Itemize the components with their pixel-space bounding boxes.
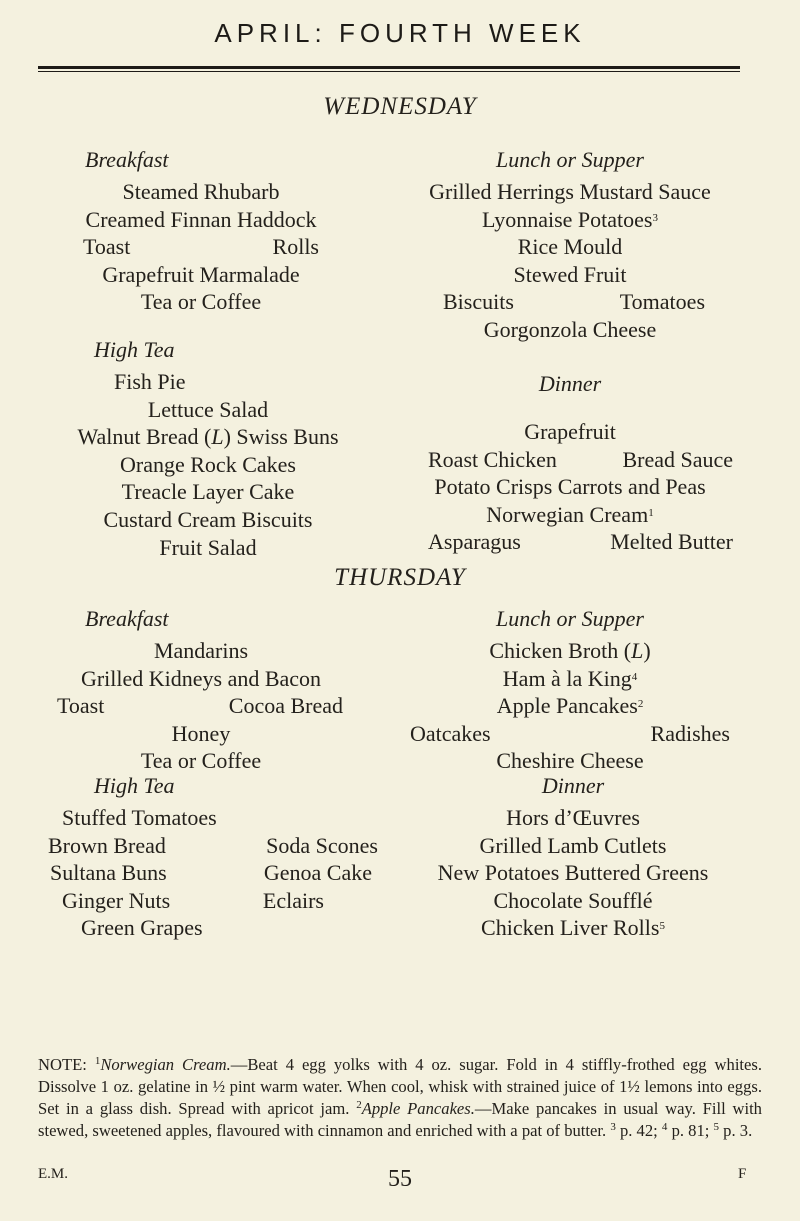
menu-item: Sultana Buns bbox=[50, 860, 167, 886]
thursday-high-tea bbox=[48, 772, 378, 942]
menu-item: Toast bbox=[57, 693, 105, 719]
header-rule-thin bbox=[38, 71, 740, 72]
menu-item: Oatcakes bbox=[410, 720, 491, 746]
wednesday-high-tea bbox=[50, 336, 366, 561]
section-heading: Dinner bbox=[541, 773, 605, 798]
menu-item: Fruit Salad bbox=[159, 534, 257, 560]
section-heading: Lunch or Supper bbox=[496, 147, 644, 172]
wednesday-dinner bbox=[395, 370, 745, 556]
page-ref: p. 42; bbox=[615, 1121, 662, 1140]
menu-item: Ham à la King$^4$ bbox=[502, 665, 638, 691]
menu-item-pair bbox=[395, 288, 745, 316]
menu-item: Rolls bbox=[272, 234, 319, 260]
menu-item: Toast bbox=[83, 234, 131, 260]
menu-item: Creamed Finnan Haddock bbox=[85, 206, 317, 232]
menu-item: Stuffed Tomatoes bbox=[62, 805, 217, 830]
menu-item-pair bbox=[57, 233, 345, 261]
wednesday-lunch bbox=[395, 146, 745, 344]
menu-item: Green Grapes bbox=[81, 915, 203, 941]
menu-item: Steamed Rhubarb bbox=[122, 179, 280, 204]
page-ref: p. 81; bbox=[667, 1121, 714, 1140]
menu-item: Lyonnaise Potatoes$^3$ bbox=[482, 206, 658, 232]
page-header: APRIL: FOURTH WEEK bbox=[214, 18, 586, 48]
menu-item-pair bbox=[48, 859, 378, 887]
menu-item: Walnut Bread (L) Swiss Buns bbox=[77, 424, 339, 450]
menu-item: Cheshire Cheese bbox=[496, 748, 644, 774]
menu-item: Grilled Lamb Cutlets bbox=[479, 832, 667, 858]
footnote-block: NOTE: $^1$Norwegian Cream.—Beat 4 egg yolks with 4 oz. sugar. Fold in 4 stiffly-frothed egg whites. Dissolve 1 oz. gelatine in ½ pint warm water. When cool, whisk with strained juice of 1½ lemons into eggs. Set in a glass dish. Spread with apricot jam. $^2$Apple Pancakes.—Make pancakes in usual way. Fill with stewed, sweetened apples, flavoured with cinnamon and enriched with a pat of butter. $^3$ p. 42; $^4$ p. 81; $^5$ p. 3. bbox=[38, 1055, 763, 1140]
menu-item: Eclairs bbox=[262, 887, 324, 913]
header-rule bbox=[38, 66, 740, 69]
menu-item: Fish Pie bbox=[114, 369, 186, 394]
menu-item: Ginger Nuts bbox=[62, 887, 171, 913]
menu-item: Gorgonzola Cheese bbox=[483, 316, 657, 342]
thursday-breakfast bbox=[57, 605, 345, 775]
menu-item-pair bbox=[57, 692, 345, 720]
menu-item: Custard Cream Biscuits bbox=[103, 506, 313, 532]
menu-item: Grapefruit bbox=[524, 419, 616, 444]
menu-item: Melted Butter bbox=[610, 529, 733, 555]
thursday-dinner bbox=[388, 772, 758, 942]
menu-item: Bread Sauce bbox=[622, 446, 733, 472]
menu-item-pair bbox=[395, 528, 745, 556]
menu-item: Tomatoes bbox=[619, 289, 705, 315]
menu-item: Soda Scones bbox=[266, 832, 378, 858]
page-ref: p. 3. bbox=[719, 1121, 753, 1140]
menu-item: Grilled Kidneys and Bacon bbox=[80, 665, 322, 691]
menu-item-pair bbox=[395, 446, 745, 474]
note-recipe-text: —Beat 4 egg yolks with 4 oz. sugar. Fold in 4 stiffly-frothed egg whites. Dissolve 1 oz. gelatine in ½ pint warm water. When cool, whisk with strained juice of 1½ lemons into eggs. Set in a glass dish. Spread with apricot jam. bbox=[38, 1055, 763, 1118]
menu-item: Potato Crisps Carrots and Peas bbox=[434, 474, 706, 500]
menu-item: Roast Chicken bbox=[428, 446, 557, 472]
day-heading-thursday: THURSDAY bbox=[334, 564, 466, 591]
section-heading: Breakfast bbox=[85, 606, 169, 631]
menu-item: Honey bbox=[171, 720, 231, 746]
note-recipe-title: Norwegian Cream. bbox=[100, 1055, 231, 1074]
note-label: NOTE: bbox=[38, 1055, 95, 1074]
menu-item: Biscuits bbox=[443, 289, 514, 315]
menu-item: New Potatoes Buttered Greens bbox=[437, 860, 709, 886]
section-heading: Dinner bbox=[538, 371, 602, 396]
menu-item: Norwegian Cream$^1$ bbox=[486, 501, 654, 527]
menu-item: Cocoa Bread bbox=[228, 693, 343, 719]
menu-item: Treacle Layer Cake bbox=[121, 479, 295, 505]
section-heading: Breakfast bbox=[85, 147, 169, 172]
menu-item: Chocolate Soufflé bbox=[493, 887, 653, 913]
menu-item: Radishes bbox=[650, 720, 730, 746]
menu-item: Mandarins bbox=[153, 638, 249, 663]
day-heading-wednesday: WEDNESDAY bbox=[323, 93, 477, 120]
menu-item: Apple Pancakes$^2$ bbox=[496, 693, 644, 719]
menu-item: Rice Mould bbox=[517, 234, 623, 260]
menu-item: Tea or Coffee bbox=[140, 289, 262, 315]
thursday-lunch bbox=[410, 605, 730, 775]
wednesday-breakfast bbox=[57, 146, 345, 316]
menu-item: Orange Rock Cakes bbox=[120, 451, 296, 477]
menu-item: Stewed Fruit bbox=[513, 261, 627, 287]
note-recipe-text: —Make pancakes in usual way. Fill with stewed, sweetened apples, flavoured with cinnamon and enriched with a pat of butter. bbox=[38, 1099, 762, 1140]
menu-item: Chicken Liver Rolls$^5$ bbox=[481, 915, 665, 941]
footer-signature: E.M. bbox=[38, 1166, 68, 1182]
menu-item: Tea or Coffee bbox=[140, 748, 262, 774]
section-heading: Lunch or Supper bbox=[496, 606, 644, 631]
menu-item-pair bbox=[48, 832, 378, 860]
footer-signature-letter: F bbox=[738, 1166, 747, 1182]
section-heading: High Tea bbox=[94, 773, 175, 798]
page-number: 55 bbox=[388, 1166, 412, 1192]
menu-item: Grilled Herrings Mustard Sauce bbox=[429, 179, 711, 204]
section-heading: High Tea bbox=[94, 337, 175, 362]
menu-item: Brown Bread bbox=[48, 832, 166, 858]
menu-item: Hors d’Œuvres bbox=[506, 805, 640, 830]
menu-item: Grapefruit Marmalade bbox=[102, 261, 300, 287]
menu-item: Lettuce Salad bbox=[147, 396, 269, 422]
note-recipe-title: Apple Pancakes. bbox=[361, 1099, 475, 1118]
menu-item-pair bbox=[410, 720, 730, 748]
menu-item: Asparagus bbox=[428, 529, 521, 555]
menu-item: Chicken Broth (L) bbox=[489, 638, 651, 663]
menu-item: Genoa Cake bbox=[263, 860, 372, 886]
menu-item-pair bbox=[48, 887, 378, 915]
